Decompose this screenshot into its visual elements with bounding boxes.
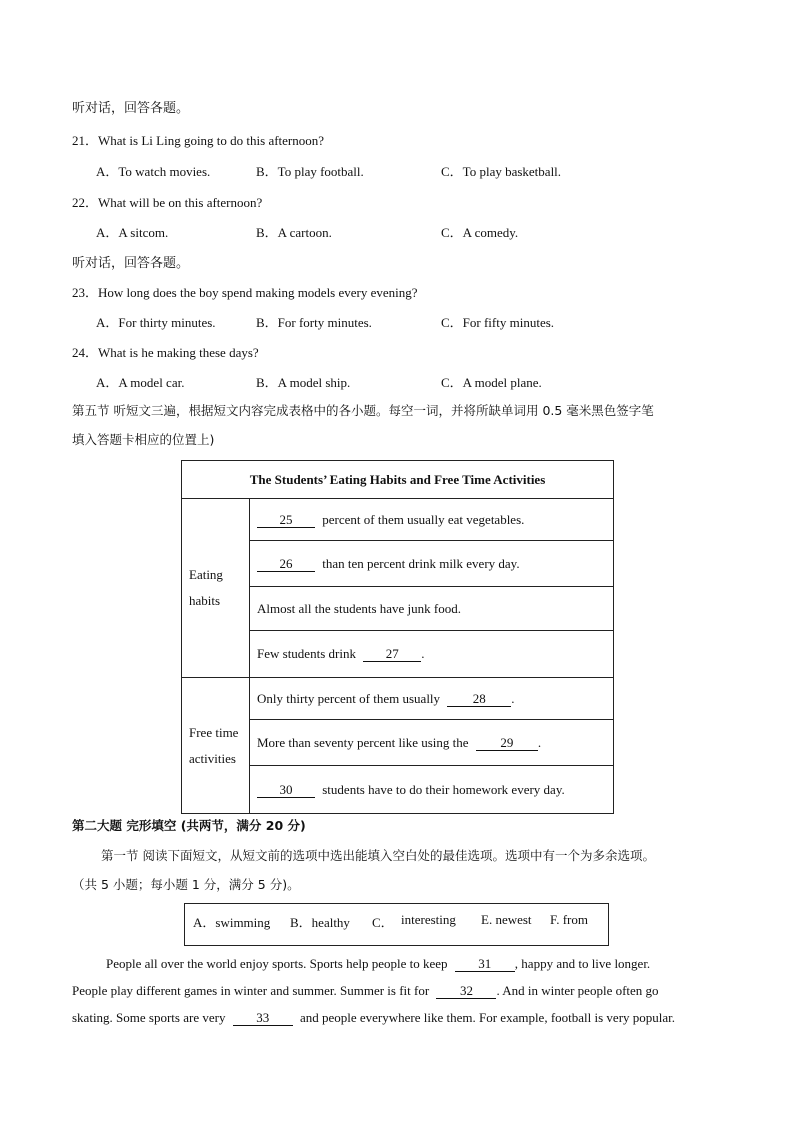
row-text: percent of them usually eat vegetables. [322,511,525,527]
passage-text: and people everywhere like them. For example, football is very popular. [299,1010,676,1025]
habits-table [181,460,614,814]
blank-32[interactable]: 32 [436,984,496,999]
table-row [250,631,614,678]
table-row [250,541,614,587]
option-a[interactable]: A．For thirty minutes. [96,315,216,330]
part5-instruction-cont: 填入答题卡相应的位置上) [72,432,215,447]
blank-25[interactable]: 25 [257,513,315,528]
row-text: students have to do their homework every day. [322,781,565,797]
question-number: 21． [72,133,99,148]
word-option-e[interactable]: E. newest [481,912,532,927]
table-row [250,587,614,631]
part2-heading: 第二大题 完形填空 (共两节，满分 20 分) [72,818,306,833]
row-text: Few students drink [257,646,356,661]
question-number: 22． [72,195,99,210]
option-b[interactable]: B．To play football. [256,164,364,179]
question-number: 24． [72,345,99,360]
passage-line-1 [106,956,650,972]
question-24 [72,342,259,361]
blank-30[interactable]: 30 [257,783,315,798]
question-text: How long does the boy spend making models every evening? [98,285,418,300]
option-c[interactable]: C．A comedy. [441,225,519,240]
table-row [250,766,614,814]
passage-text: , happy and to live longer. [514,956,651,971]
row-text: Almost all the students have junk food. [257,600,462,616]
option-a[interactable]: A．A model car. [96,375,185,390]
free-label-line1: Free time [189,724,239,740]
option-b[interactable]: B．A cartoon. [256,225,332,240]
table-row [250,678,614,720]
passage-line-2 [72,983,659,999]
blank-33[interactable]: 33 [233,1011,293,1026]
eating-habits-label [182,499,250,678]
table-row [250,720,614,766]
question-21 [72,130,324,149]
option-c[interactable]: C．For fifty minutes. [441,315,555,330]
passage-text: . And in winter people often go [496,983,659,998]
question-text: What will be on this afternoon? [98,195,263,210]
blank-26[interactable]: 26 [257,557,315,572]
blank-29[interactable]: 29 [476,736,538,751]
row-text: More than seventy percent like using the [257,734,469,750]
passage-text: skating. Some sports are very [72,1010,226,1025]
passage-text: People play different games in winter and summer. Summer is fit for [72,983,430,998]
part2-instruction: 第一节 阅读下面短文，从短文前的选项中选出能填入空白处的最佳选项。选项中有一个为多余选项。 [101,848,655,863]
option-a[interactable]: A．A sitcom. [96,225,169,240]
passage-text: People all over the world enjoy sports. Sports help people to keep [106,956,448,971]
question-text: What is Li Ling going to do this afternoon? [98,133,325,148]
question-22 [72,192,262,211]
passage-line-3 [72,1010,675,1026]
row-text: Only thirty percent of them usually [257,690,441,706]
word-option-b[interactable]: B．healthy [290,915,350,930]
eating-label-line1: Eating [189,567,223,582]
word-option-c-text[interactable]: interesting [401,912,456,927]
row-end: . [511,690,515,706]
blank-31[interactable]: 31 [455,957,515,972]
option-c[interactable]: C．A model plane. [441,375,542,390]
section-instruction: 听对话，回答各题。 [72,256,190,271]
blank-28[interactable]: 28 [447,692,511,707]
table-row [250,499,614,541]
word-option-c[interactable]: C． [372,915,394,930]
row-end: . [537,734,542,750]
free-time-label [182,678,250,814]
question-23 [72,282,418,301]
section-instruction: 听对话，回答各题。 [72,101,190,116]
option-a[interactable]: A．To watch movies. [96,164,211,179]
eating-label-line2: habits [189,593,221,608]
question-number: 23． [72,285,99,300]
option-b[interactable]: B．A model ship. [256,375,351,390]
part5-instruction: 第五节 听短文三遍，根据短文内容完成表格中的各小题。每空一词，并将所缺单词用 0.5 毫米黑色签字笔 [72,403,654,418]
option-b[interactable]: B．For forty minutes. [256,315,372,330]
table-title: The Students’ Eating Habits and Free Time Activities [182,461,614,499]
free-label-line2: activities [189,750,236,766]
blank-27[interactable]: 27 [363,647,421,662]
row-text: than ten percent drink milk every day. [322,555,520,571]
option-c[interactable]: C．To play basketball. [441,164,562,179]
word-options-box [184,903,609,946]
part2-scoring: （共 5 小题；每小题 1 分，满分 5 分)。 [72,877,300,892]
row-end: . [421,646,425,661]
word-option-a[interactable]: A．swimming [193,915,271,930]
word-option-f[interactable]: F. from [550,912,588,927]
question-text: What is he making these days? [98,345,259,360]
